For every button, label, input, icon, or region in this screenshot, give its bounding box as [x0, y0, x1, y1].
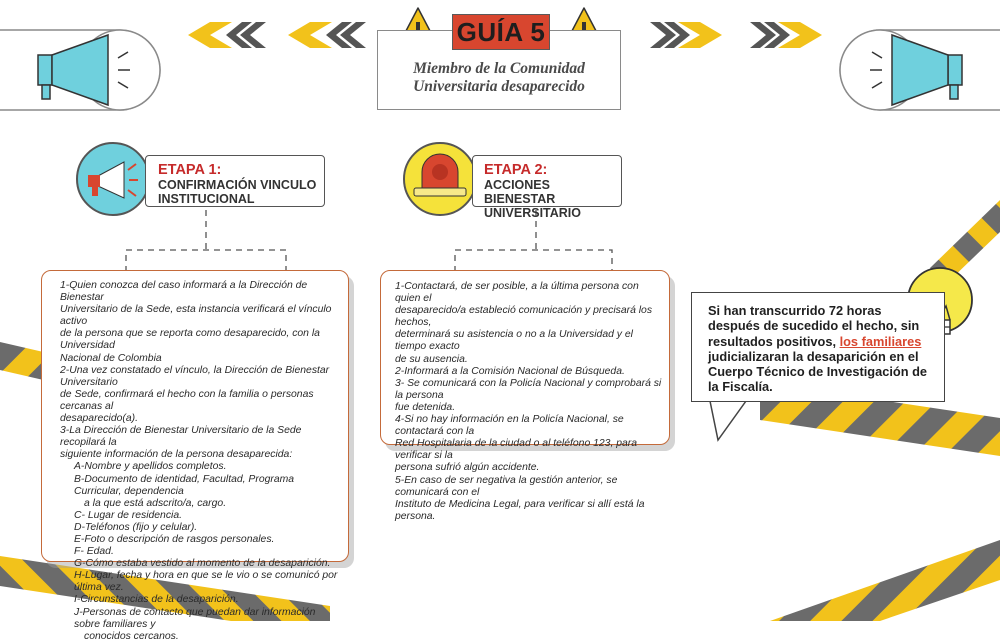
- megaphone-icon: [77, 143, 149, 215]
- guide-title: GUÍA 5: [452, 14, 550, 50]
- megaphone-badge-right: [840, 30, 1000, 110]
- stage1-number: ETAPA 1:: [158, 162, 222, 178]
- stage2-number: ETAPA 2:: [484, 162, 548, 178]
- stage2-content: 1-Contactará, de ser posible, a la última persona con quien el desaparecido/a estableció comunicación y precisará los hechos, determinará su asistencia o no a la Universidad y el tiempo exacto de su ausencia. 2-Informará a la Comisión Nacional de Búsqueda. 3- Se comunicará con la Policía Nacional y comprobará si la persona fue detenida. 4-Si no hay información en la Policía Nacional, se contactará con la Red Hospitalaria de la ciudad o al teléfono 123, para verificar si la persona sufrió algún accidente. 5-En caso de ser negativa la gestión anterior, se comunicará con el Instituto de Medicina Legal, para verificar si allí está la persona.: [380, 270, 670, 445]
- stage2-header: [472, 155, 622, 220]
- megaphone-badge-left: [0, 30, 160, 110]
- stage2-name: ACCIONES BIENESTAR UNIVERSITARIO: [484, 178, 581, 220]
- stage1-header: [145, 155, 325, 207]
- alarm-bell-icon: [404, 143, 476, 215]
- note-callout: Si han transcurrido 72 horas después de sucedido el hecho, sin resultados positivos, los familiares judicializaran la desaparición en el Cuerpo Técnico de Investigación de la Fiscalía.: [691, 292, 945, 402]
- note-highlight: los familiares: [839, 333, 922, 349]
- caution-tape-right: [760, 200, 1000, 621]
- guide-subtitle: Miembro de la Comunidad Universitaria desaparecido: [413, 60, 585, 95]
- chevron-arrows-left-icon: [188, 22, 366, 48]
- speech-bubble-tail: [710, 401, 746, 440]
- stage1-content: 1-Quien conozca del caso informará a la Dirección de Bienestar Universitario de la Sede, esta instancia verificará el vínculo activo de la persona que se reporta como desaparecido, con la Universidad Nacional de Colombia 2-Una vez constatado el vínculo, la Dirección de Bienestar Universitario de Sede, confirmará el hecho con la familia o personas cercanas al desaparecido(a). 3-La Dirección de Bienestar Universitario de la Sede recopilará la siguiente información de la persona desaparecida: A-Nombre y apellidos completos. B-Documento de identidad, Facultad, Programa Curricular, dependencia a la que está adscrito/a, cargo. C- Lugar de residencia. D-Teléfonos (fijo y celular). E-Foto o descripción de rasgos personales. F- Edad. G-Cómo estaba vestido al momento de la desaparición. H-Lugar, fecha y hora en que se le vio o se comunicó por última vez. I-Circunstancias de la desaparición. J-Personas de contacto que puedan dar información sobre familiares y conocidos cercanos.: [41, 270, 349, 562]
- chevron-arrows-right-icon: [650, 22, 822, 48]
- stage1-name: CONFIRMACIÓN VINCULO INSTITUCIONAL: [158, 178, 317, 206]
